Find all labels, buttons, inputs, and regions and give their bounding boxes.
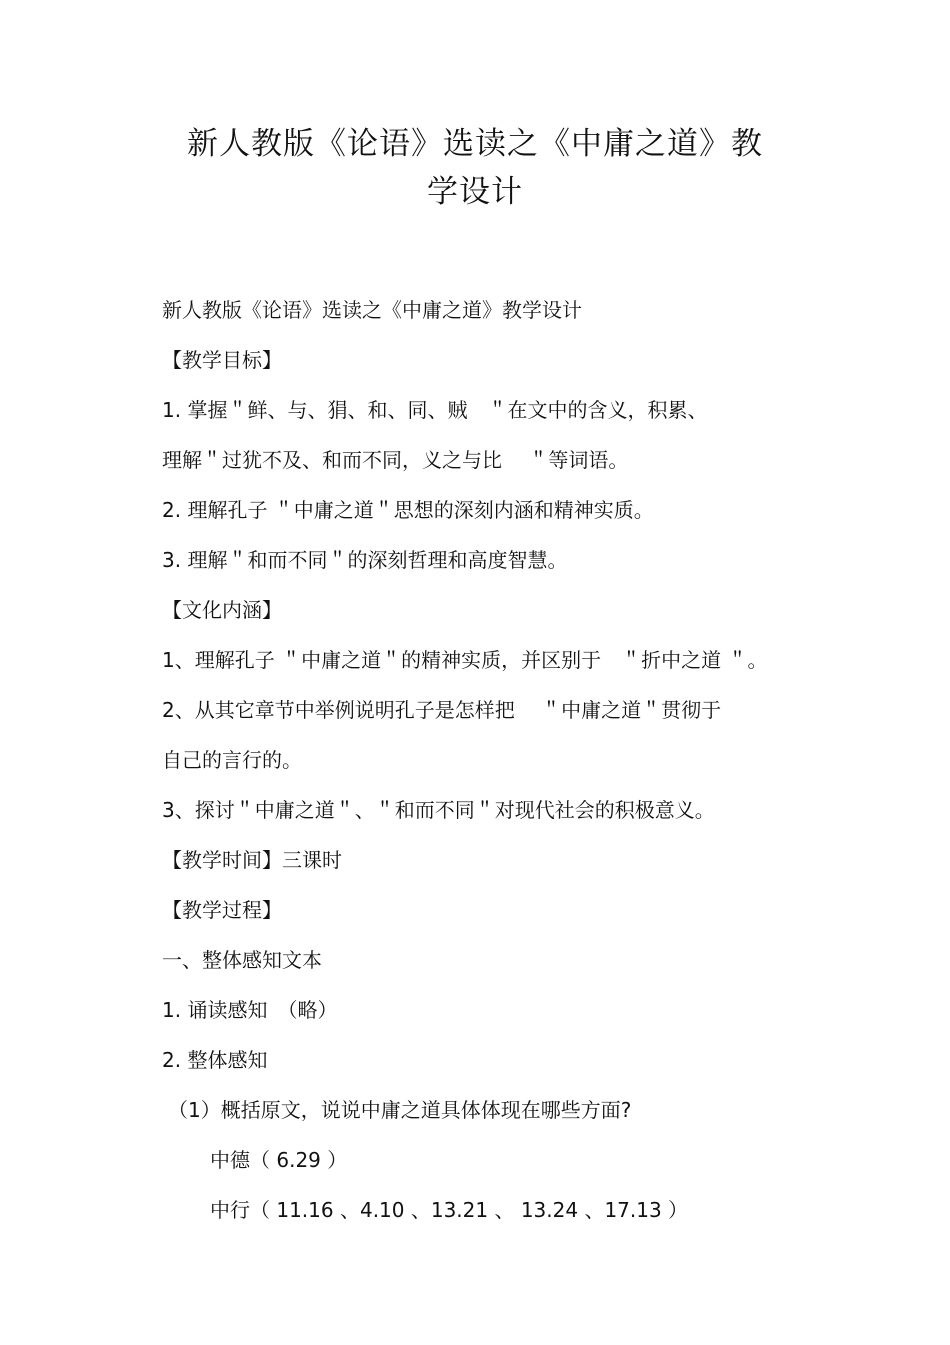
process-step-2: 2. 整体感知 [162,1048,268,1072]
section-heading-goals: 【教学目标】 [162,348,282,372]
section-heading-process: 【教学过程】 [162,898,282,922]
goal-1-line-1: 1. 掌握＂鲜、与、狷、和、同、贼 ＂在文中的含义，积累、 [162,398,708,422]
document-title-line-2: 学设计 [427,174,523,210]
section-heading-time: 【教学时间】三课时 [162,848,342,872]
culture-item-3: 3、探讨＂中庸之道＂、＂和而不同＂对现代社会的积极意义。 [162,798,715,822]
culture-item-1: 1、理解孔子 ＂中庸之道＂的精神实质，并区别于 ＂折中之道 ＂。 [162,648,768,672]
zhongxing-ref: 中行（ 11.16 、4.10 、13.21 、 13.24 、17.13 ） [210,1198,689,1222]
process-step-1: 1. 诵读感知 （略） [162,998,338,1022]
question-1: （1）概括原文，说说中庸之道具体体现在哪些方面? [168,1098,632,1122]
zhongde-ref: 中德（ 6.29 ） [210,1148,348,1172]
goal-3: 3. 理解＂和而不同＂的深刻哲理和高度智慧。 [162,548,568,572]
document-title-line-1: 新人教版《论语》选读之《中庸之道》教 [187,126,763,162]
culture-item-2-line-2: 自己的言行的。 [162,748,302,772]
subtitle: 新人教版《论语》选读之《中庸之道》教学设计 [162,298,582,322]
goal-2: 2. 理解孔子 ＂中庸之道＂思想的深刻内涵和精神实质。 [162,498,654,522]
process-part-1: 一、整体感知文本 [162,948,322,972]
goal-1-line-2: 理解＂过犹不及、和而不同，义之与比 ＂等词语。 [162,448,629,472]
culture-item-2-line-1: 2、从其它章节中举例说明孔子是怎样把 ＂中庸之道＂贯彻于 [162,698,722,722]
section-heading-culture: 【文化内涵】 [162,598,282,622]
